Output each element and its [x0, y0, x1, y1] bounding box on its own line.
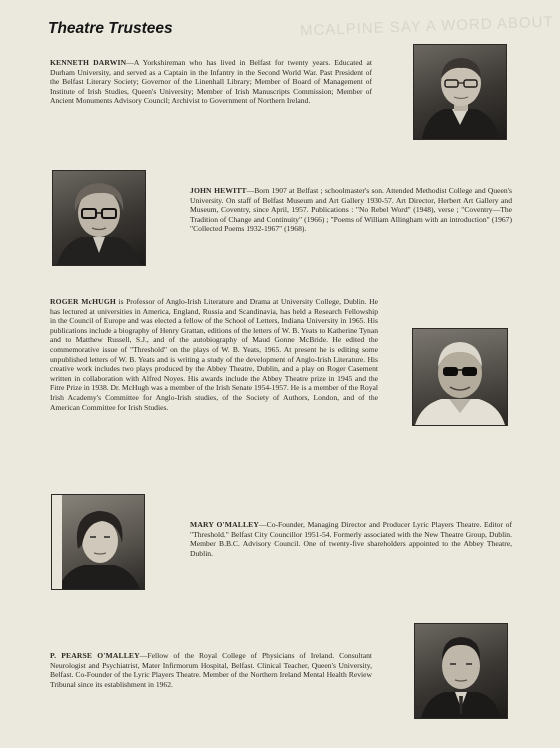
portrait-photo-mchugh	[412, 328, 508, 426]
trustee-bio-text: —Born 1907 at Belfast ; schoolmaster's son. Attended Methodist College and Queen's University. On staff of Belfast Museum and Art Gallery 1930-57. Art Director, Herbert Art Gallery and Museum, Coventry, since April, 1957. Publications : "No Rebel Word" (1948), verse ; "Coventry—The Tradition of Change and Continuity" (1966) ; "Poems of William Allingham with an introduction" (1967) "Collected Poems 1932-1967" (1968).	[190, 186, 512, 234]
show-through-text: MCALPINE SAY A WORD ABOUT	[299, 13, 554, 40]
trustee-bio-text: —A Yorkshireman who has lived in Belfast for twenty years. Educated at Durham University, and served as a Captain in the Infantry in the Second World War. Past President of the Belfast Literary Society; Governor of the Linenhall Library; Member of Board of Management of Institute of Irish Studies, Queen's University; Member of Irish Manuscripts Commission; Member of Ancient Monuments Advisory Council; Archivist to Government of Northern Ireland.	[50, 58, 372, 106]
trustee-bio-text: —Co-Founder, Managing Director and Producer Lyric Players Theatre. Editor of "Threshold." Belfast City Councillor 1951-54. Formerly associated with the New Theatre Group, Dublin. Member B.B.C. Advisory Council. One of twenty-five shareholders appointed to the Abbey Theatre, Dublin.	[190, 520, 512, 558]
trustee-bio-mary-omalley	[190, 520, 512, 558]
trustee-bio-darwin	[50, 58, 372, 106]
trustee-name: MARY O'MALLEY	[190, 520, 260, 529]
trustee-bio-text: is Professor of Anglo-Irish Literature and Drama at University College, Dublin. He has lectured at universities in America, England, Russia and Scandinavia, has held a Research Fellowship in the Council of Europe and was elected a fellow of the School of Letters, Indiana University in 1965. His publications include a biography of Henry Grattan, editions of the letters of W. B. Yeats to Katherine Tynan and to Matthew Russell, S.J., and of the autobiography of Maud Gonne McBride. He edited the commemorative issue of "Threshold" on the plays of W. B. Yeats, 1965. At present he is editing some unpublished letters of W. B. Yeats and is writing a study of the development of Anglo-Irish Literature. His creative work includes two plays produced by the Abbey Theatre, Dublin, and a play on Roger Casement written in collaboration with Alfred Noyes. His awards include the Abbey Theatre prize in 1945 and the Fitre Prize in 1938. Dr. McHugh was a member of the Irish Senate 1954-1957. He is a member of the Royal Irish Academy's Committee for Anglo-Irish studies, of the Society of Authors, London, and of the American Committee for Irish Studies.	[50, 297, 378, 412]
trustee-bio-hewitt	[190, 186, 512, 234]
portrait-photo-darwin	[413, 44, 507, 140]
trustee-bio-mchugh	[50, 297, 378, 412]
trustee-bio-pearse-omalley	[50, 651, 372, 689]
trustee-name: ROGER McHUGH	[50, 297, 116, 306]
portrait-photo-pearse-omalley	[414, 623, 508, 719]
page-heading: Theatre Trustees	[48, 20, 173, 37]
trustee-name: P. PEARSE O'MALLEY	[50, 651, 140, 660]
trustee-name: JOHN HEWITT	[190, 186, 247, 195]
trustee-bio-text: —Fellow of the Royal College of Physicians of Ireland. Consultant Neurologist and Psychiatrist, Mater Infirmorum Hospital, Belfast. Clinical Teacher, Queen's University, Belfast. Co-Founder of the Lyric Players Theatre. Member of the Northern Ireland Mental Health Review Tribunal since its establishment in 1962.	[50, 651, 372, 689]
portrait-photo-mary-omalley	[51, 494, 145, 590]
trustee-name: KENNETH DARWIN	[50, 58, 127, 67]
portrait-photo-hewitt	[52, 170, 146, 266]
